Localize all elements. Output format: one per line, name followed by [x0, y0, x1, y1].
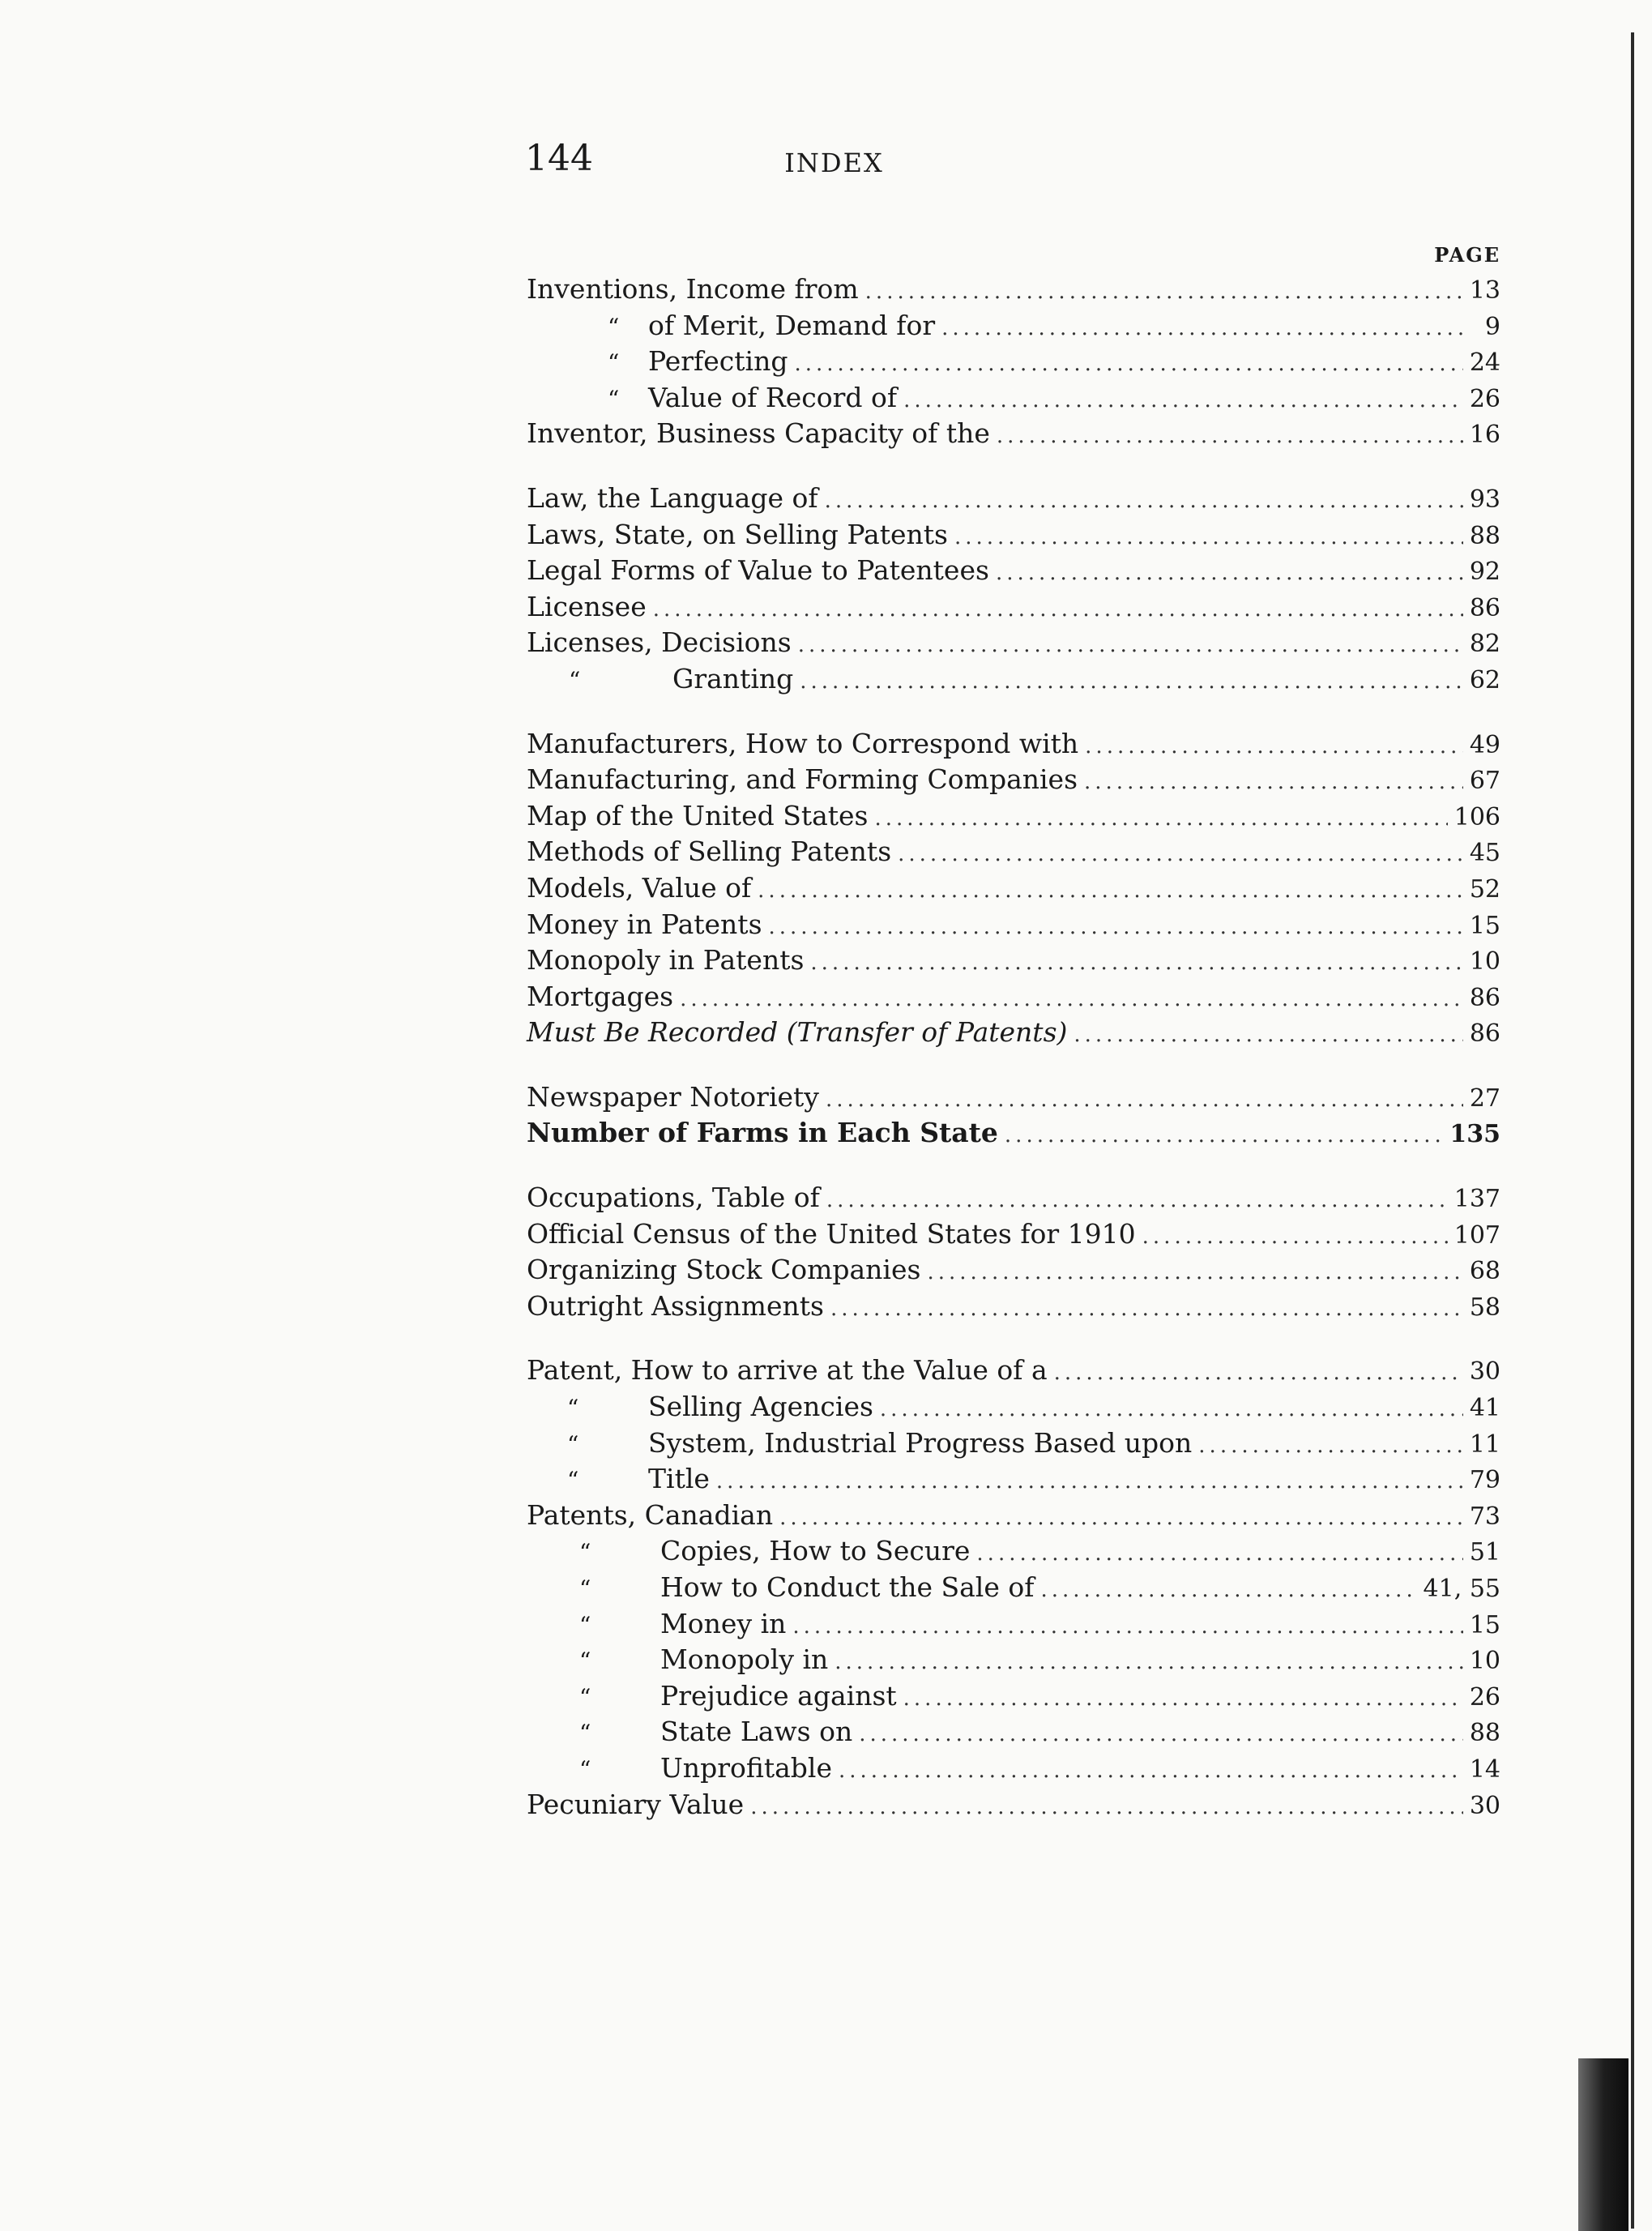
dot-leader [830, 1291, 1463, 1327]
entry-page-number: 55 [1469, 1575, 1500, 1603]
entry-page: 45 [1469, 839, 1500, 868]
entry-text: Newspaper Notoriety [527, 1080, 819, 1113]
index-group-i [527, 271, 1500, 452]
entry-text: Methods of Selling Patents [527, 836, 892, 868]
ditto-mark: “ [579, 1648, 591, 1675]
index-entry [527, 798, 1500, 835]
entry-page: 88 [1469, 1719, 1500, 1748]
entry-page: 49 [1469, 730, 1500, 759]
ditto-mark: “ [567, 1395, 579, 1422]
entry-page: 16 [1469, 421, 1500, 450]
index-entry [527, 1115, 1500, 1152]
ditto-mark: “ [579, 1575, 591, 1602]
entry-text: Laws, State, on Selling Patents [527, 518, 948, 550]
entry-text: State Laws on [660, 1716, 853, 1748]
index-entry [527, 762, 1500, 798]
ditto-mark: “ [579, 1539, 591, 1566]
entry-page: 107 [1454, 1220, 1500, 1250]
index-entry [527, 1787, 1500, 1823]
entry-page: 15 [1469, 1610, 1500, 1639]
entry-text: Mortgages [527, 980, 674, 1012]
index-entry [527, 1570, 1500, 1606]
entry-text: Patent, How to arrive at the Value of a [527, 1354, 1048, 1387]
entry-text: Value of Record of [648, 381, 898, 413]
entry-page: 86 [1469, 1019, 1500, 1049]
index-entry [527, 979, 1500, 1015]
index-entry [527, 1015, 1500, 1051]
entry-page: 51 [1469, 1538, 1500, 1567]
index-entry [527, 553, 1500, 589]
entry-text: Manufacturers, How to Correspond with [527, 727, 1079, 759]
index-group-p [527, 1353, 1500, 1823]
entry-page: 26 [1469, 1682, 1500, 1712]
index-entry [527, 1180, 1500, 1216]
dot-leader [653, 592, 1463, 628]
dot-leader [859, 1716, 1463, 1753]
ditto-mark: “ [567, 1467, 579, 1494]
entry-text: Monopoly in Patents [527, 944, 805, 977]
entry-page: 15 [1469, 911, 1500, 940]
dot-leader [810, 945, 1462, 981]
dot-leader [826, 1082, 1463, 1118]
entry-page: 58 [1469, 1293, 1500, 1322]
index-entry [527, 1425, 1500, 1462]
ditto-mark: “ [579, 1611, 591, 1639]
dot-leader [976, 1536, 1462, 1572]
index-entry [527, 416, 1500, 452]
index-entry [527, 1461, 1500, 1498]
entry-page: 135 [1449, 1120, 1500, 1149]
entry-text: Title [648, 1463, 710, 1495]
entry-text: Monopoly in [660, 1643, 829, 1676]
index-entry [527, 380, 1500, 417]
dot-leader [954, 519, 1463, 556]
index-entry [527, 726, 1500, 763]
index-entry [527, 907, 1500, 943]
entry-page: 10 [1469, 1647, 1500, 1676]
ditto-mark: “ [579, 1720, 591, 1747]
dot-leader [1074, 1017, 1462, 1054]
dot-leader [1005, 1118, 1443, 1154]
entry-text: Inventor, Business Capacity of the [527, 417, 990, 450]
index-entry [527, 589, 1500, 626]
entry-page: 79 [1469, 1466, 1500, 1495]
dot-leader [1198, 1428, 1463, 1464]
dot-leader [996, 555, 1463, 592]
dot-leader [874, 801, 1447, 837]
entry-page: 62 [1469, 665, 1500, 695]
entry-text: Models, Value of [527, 871, 752, 904]
index-group-o [527, 1180, 1500, 1324]
index-entry [527, 1389, 1500, 1425]
dot-leader [1142, 1219, 1448, 1255]
index-list [527, 239, 1500, 1851]
entry-text: Law, the Language of [527, 481, 818, 514]
entry-text: of Merit, Demand for [648, 309, 936, 341]
dot-leader [835, 1644, 1463, 1681]
index-entry [527, 1079, 1500, 1116]
index-entry [527, 1750, 1500, 1787]
dot-leader [865, 274, 1463, 310]
dot-leader [800, 664, 1463, 700]
entry-text: Occupations, Table of [527, 1182, 820, 1214]
entry-page: 10 [1469, 947, 1500, 977]
dot-leader [825, 483, 1463, 519]
entry-text: Money in [660, 1607, 787, 1639]
dot-leader [826, 1182, 1448, 1219]
entry-text: Outright Assignments [527, 1289, 824, 1322]
index-entry [527, 625, 1500, 661]
index-entry [527, 1533, 1500, 1570]
entry-text: How to Conduct the Sale of [660, 1571, 1035, 1603]
entry-page: 86 [1469, 983, 1500, 1012]
dot-leader [1040, 1572, 1416, 1609]
entry-page: 92 [1469, 558, 1500, 587]
dot-leader [997, 418, 1463, 455]
entry-page: 68 [1469, 1257, 1500, 1286]
entry-text: Licenses, Decisions [527, 626, 792, 659]
entry-text: Inventions, Income from [527, 273, 859, 305]
entry-extra-page: 41, [1423, 1575, 1462, 1603]
index-group-l [527, 481, 1500, 698]
entry-page: 24 [1469, 348, 1500, 378]
entry-page: 13 [1469, 276, 1500, 305]
entry-text: Selling Agencies [648, 1391, 873, 1423]
index-entry [527, 1353, 1500, 1389]
dot-leader [792, 1609, 1462, 1645]
page-edge-shadow [1578, 2058, 1629, 2231]
dot-leader [927, 1254, 1462, 1291]
index-entry [527, 1216, 1500, 1253]
entry-page: 30 [1469, 1357, 1500, 1387]
index-entry [527, 1678, 1500, 1715]
dot-leader [769, 909, 1463, 946]
ditto-mark: “ [608, 349, 620, 377]
entry-page: 137 [1454, 1185, 1500, 1214]
entry-page: 30 [1469, 1791, 1500, 1820]
index-entry [527, 344, 1500, 380]
index-entry [527, 271, 1500, 308]
page-edge-line [1631, 32, 1634, 2229]
entry-page: 82 [1469, 630, 1500, 659]
entry-page: 86 [1469, 593, 1500, 622]
index-group-m [527, 726, 1500, 1051]
entry-text: Patents, Canadian [527, 1498, 774, 1531]
dot-leader [750, 1789, 1463, 1826]
dot-leader [880, 1391, 1463, 1428]
running-head: INDEX [784, 147, 884, 178]
dot-leader [680, 981, 1463, 1018]
entry-page: 88 [1469, 521, 1500, 550]
dot-leader [839, 1753, 1463, 1789]
index-entry [527, 1606, 1500, 1643]
page-number: 144 [525, 138, 593, 179]
entry-page: 14 [1469, 1754, 1500, 1784]
index-entry [527, 942, 1500, 979]
entry-page: 67 [1469, 767, 1500, 796]
ditto-mark: “ [579, 1755, 591, 1783]
entry-text: Legal Forms of Value to Patentees [527, 554, 989, 587]
index-entry [527, 1714, 1500, 1750]
entry-text: Must Be Recorded (Transfer of Patents) [527, 1016, 1068, 1049]
dot-leader [794, 346, 1462, 383]
index-entry [527, 1498, 1500, 1534]
ditto-mark: “ [608, 313, 620, 340]
entry-text: Copies, How to Secure [660, 1535, 971, 1567]
entry-text: Licensee [527, 590, 647, 622]
index-entry [527, 834, 1500, 870]
entry-text: Number of Farms in Each State [527, 1117, 998, 1149]
entry-text: Manufacturing, and Forming Companies [527, 763, 1078, 796]
entry-page: 52 [1469, 874, 1500, 904]
entry-page: 26 [1469, 384, 1500, 413]
entry-page: 9 [1484, 312, 1500, 341]
dot-leader [1084, 764, 1463, 801]
ditto-mark: “ [608, 385, 620, 412]
entry-text: Perfecting [648, 345, 788, 378]
dot-leader [903, 383, 1463, 419]
index-entry [527, 517, 1500, 553]
dot-leader [941, 310, 1465, 347]
index-entry [527, 870, 1500, 907]
index-entry [527, 1289, 1500, 1325]
entry-text: Organizing Stock Companies [527, 1254, 921, 1286]
page-column-heading: PAGE [1434, 243, 1500, 267]
entry-text: System, Industrial Progress Based upon [648, 1426, 1193, 1459]
entry-text: Pecuniary Value [527, 1788, 745, 1820]
entry-page: 11 [1469, 1430, 1500, 1459]
index-group-n [527, 1079, 1500, 1152]
dot-leader [1054, 1355, 1463, 1391]
entry-page: 106 [1454, 802, 1500, 831]
ditto-mark: “ [567, 1430, 579, 1458]
entry-text: Map of the United States [527, 799, 869, 831]
entry-text: Money in Patents [527, 908, 762, 940]
dot-leader [898, 836, 1463, 873]
entry-page: 93 [1469, 485, 1500, 514]
index-entry [527, 481, 1500, 517]
dot-leader [758, 873, 1463, 909]
entry-text: Unprofitable [660, 1751, 832, 1784]
ditto-mark: “ [569, 666, 581, 694]
entry-page: 41 [1469, 1394, 1500, 1423]
index-entry [527, 1252, 1500, 1289]
index-entry [527, 1642, 1500, 1678]
index-entry [527, 308, 1500, 344]
entry-text: Prejudice against [660, 1679, 897, 1712]
ditto-mark: “ [579, 1683, 591, 1711]
entry-text: Official Census of the United States for 1910 [527, 1217, 1136, 1250]
dot-leader [903, 1681, 1463, 1717]
entry-text: Granting [672, 662, 794, 695]
index-entry [527, 661, 1500, 698]
entry-page: 27 [1469, 1083, 1500, 1113]
entry-page: 73 [1469, 1502, 1500, 1531]
entry-page [1424, 1571, 1500, 1608]
dot-leader [1085, 729, 1463, 765]
dot-leader [798, 627, 1463, 664]
dot-leader [779, 1500, 1463, 1536]
dot-leader [716, 1464, 1463, 1500]
